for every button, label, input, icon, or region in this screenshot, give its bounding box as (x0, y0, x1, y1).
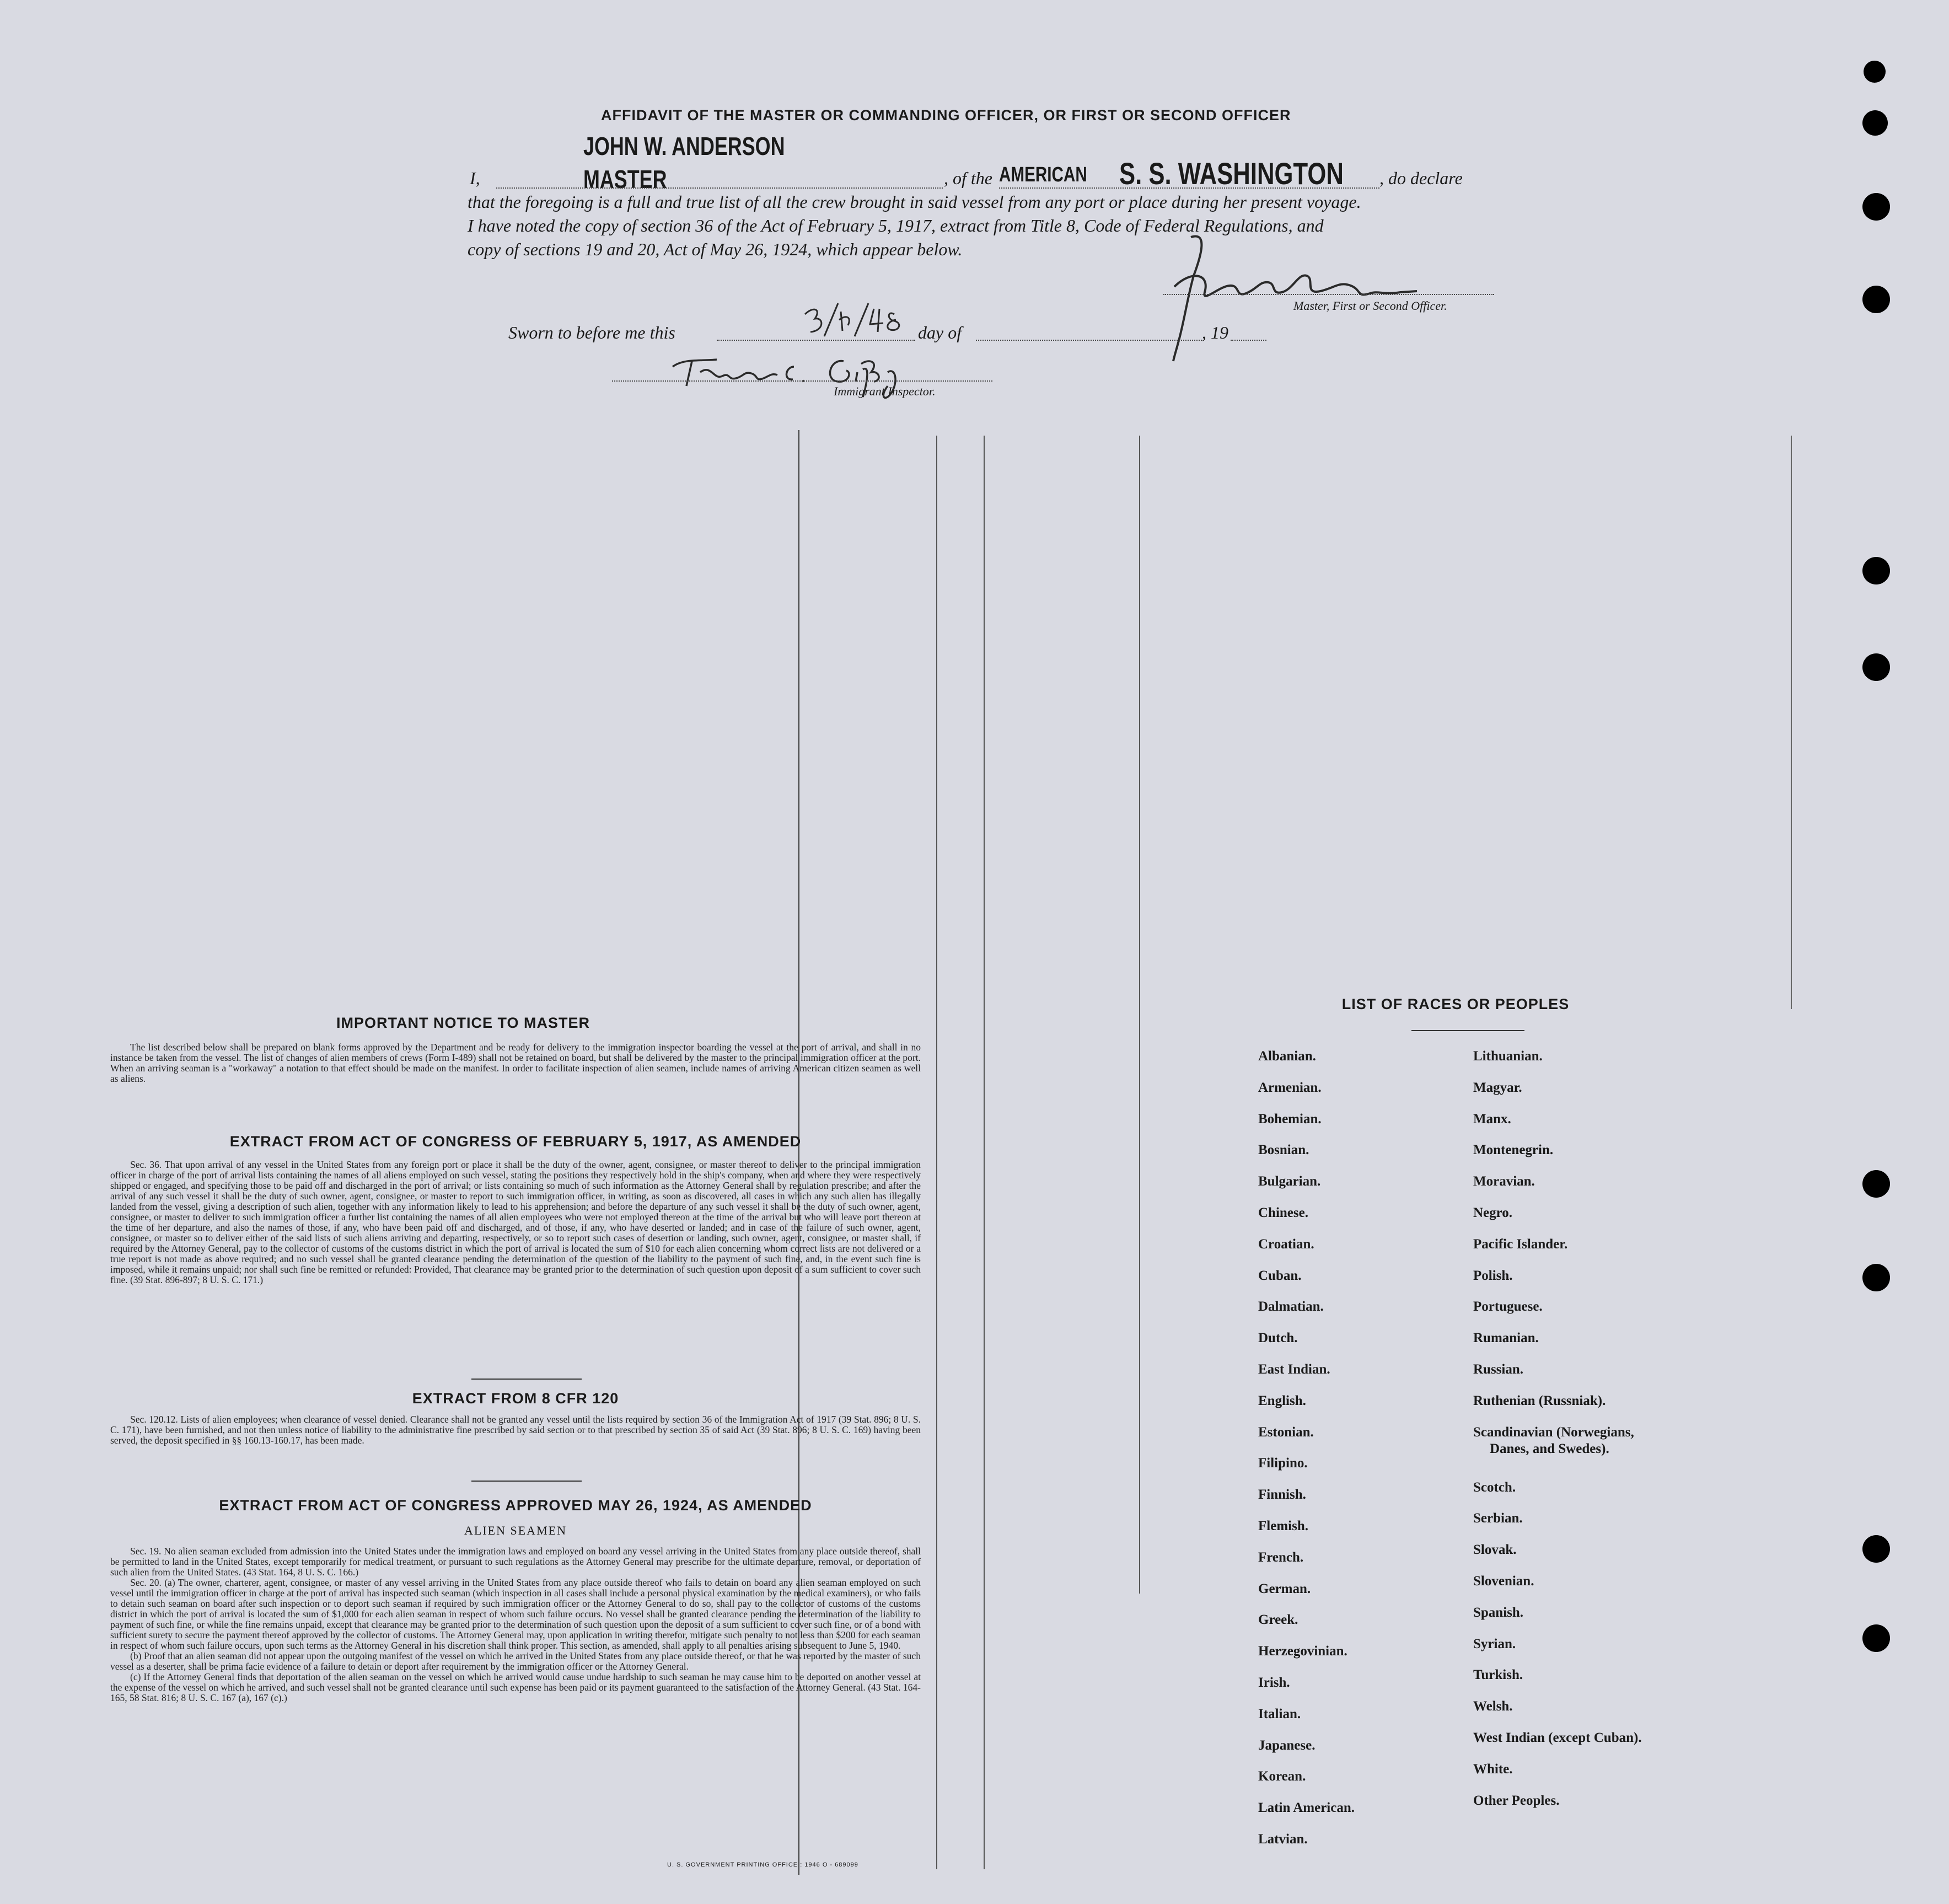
race-item: Japanese. (1258, 1737, 1316, 1753)
race-item: Herzegovinian. (1258, 1644, 1347, 1659)
race-item: Armenian. (1258, 1080, 1322, 1095)
punch-hole (1862, 1624, 1890, 1652)
race-item: East Indian. (1258, 1361, 1330, 1377)
extract-cfr-text (110, 1414, 921, 1446)
race-item: Russian. (1473, 1361, 1524, 1377)
race-item: Latvian. (1258, 1831, 1308, 1847)
divider-rule (471, 1379, 582, 1380)
race-item: Polish. (1473, 1268, 1513, 1283)
extract-1924-subtitle: ALIEN SEAMEN (464, 1524, 567, 1537)
divider-rule (471, 1481, 582, 1482)
punch-hole (1862, 193, 1890, 221)
extract-1924-text (110, 1546, 921, 1703)
punch-hole (1864, 61, 1886, 83)
race-item: Latin American. (1258, 1800, 1355, 1816)
notice-title: IMPORTANT NOTICE TO MASTER (336, 1015, 590, 1031)
race-item: Pacific Islander. (1473, 1236, 1568, 1252)
master-name: JOHN W. ANDERSON (583, 132, 785, 160)
printing-office-footer: U. S. GOVERNMENT PRINTING OFFICE : 1946 O - 689099 (667, 1862, 858, 1868)
race-item: Scotch. (1473, 1479, 1516, 1495)
race-item: Estonian. (1258, 1424, 1314, 1440)
race-item: Cuban. (1258, 1268, 1302, 1283)
races-column-2 (1473, 1049, 1642, 1824)
race-item: Flemish. (1258, 1518, 1308, 1533)
race-item: Spanish. (1473, 1605, 1524, 1620)
race-item: Lithuanian. (1473, 1049, 1543, 1064)
race-item: Slovenian. (1473, 1573, 1534, 1589)
race-item: Danes, and Swedes). (1490, 1441, 1609, 1456)
column-divider (936, 436, 937, 1869)
sworn-prefix: Sworn to before me this (508, 323, 675, 342)
master-signature (1158, 221, 1445, 364)
race-item: Italian. (1258, 1706, 1301, 1721)
vessel-dotted-line (999, 187, 1379, 189)
race-item: Ruthenian (Russniak). (1473, 1393, 1606, 1408)
master-signature-caption: Master, First or Second Officer. (1293, 299, 1447, 313)
affidavit-title: AFFIDAVIT OF THE MASTER OR COMMANDING OFFICER, OR FIRST OR SECOND OFFICER (601, 107, 1291, 124)
inspector-signature-line (612, 380, 992, 382)
races-title-rule (1411, 1030, 1524, 1031)
column-divider (1139, 436, 1140, 1594)
affidavit-line-2: that the foregoing is a full and true list of all the crew brought in said vessel from any port or place during her present voyage. (468, 192, 1361, 212)
name-dotted-line (496, 187, 943, 189)
race-item: Bosnian. (1258, 1143, 1309, 1158)
notice-paragraph: The list described below shall be prepared on blank forms approved by the Department and be ready for delivery to the immigration inspector boarding the vessel at the port of arrival, and shall in no instance be taken from the vessel. The list of changes of alien members of crews (Form I-489) shall not be retained on board, but shall be delivered by the master to the principal immigration officer at the port. When an arriving seaman is a "workaway" a notation to that effect should be made on the manifest. In order to facilitate inspection of alien seamen, include names of arriving American citizen seamen as well as aliens. (110, 1042, 921, 1084)
race-item: Syrian. (1473, 1636, 1516, 1651)
affidavit-line-3: I have noted the copy of section 36 of the Act of February 5, 1917, extract from Title 8, Code of Federal Regulations, and (468, 216, 1324, 235)
extract-1917-title: EXTRACT FROM ACT OF CONGRESS OF FEBRUARY 5, 1917, AS AMENDED (229, 1133, 802, 1150)
race-item: Rumanian. (1473, 1331, 1539, 1346)
race-item: Welsh. (1473, 1699, 1513, 1714)
extract-cfr-title: EXTRACT FROM 8 CFR 120 (412, 1390, 619, 1407)
race-item: English. (1258, 1393, 1306, 1408)
race-item: West Indian (except Cuban). (1473, 1730, 1642, 1745)
extract-1917-paragraph: Sec. 36. That upon arrival of any vessel in the United States from any foreign port or place it shall be the duty of the owner, agent, consignee, or master thereof to deliver to the principal immigration officer in charge of the port of arrival lists containing the names of all aliens employed on such vessel, stating the positions they respectively hold in the ship's company, when and where they were respectively shipped or engaged, and specifying those to be paid off and discharged in the port of arrival; or lists containing so much of such information as the Attorney General shall by regulation prescribe; and after the arrival of any such vessel it shall be the duty of such owner, agent, consignee, or master to report to such immigration officer, in writing, as soon as discovered, all cases in which any such alien has illegally landed from the vessel, giving a description of such alien, together with any information likely to lead to his apprehension; and before the departure of any such vessel it shall be the duty of such owner, agent, consignee, or master to deliver to such immigration officer a further list containing the names of all alien employees who were not employed thereon at the time of the arrival but who will leave port thereon at the time of her departure, and also the names of those, if any, who have been paid off and discharged, and of those, if any, who have deserted or landed; and in case of the failure of such owner, agent, consignee, or master so to deliver either of the said lists of such aliens arriving and departing, respectively, or so to report such cases of desertion or landing, such owner, agent, consignee, or master shall, if required by the Attorney General, pay to the collector of customs of the customs district in which the port of arrival is located the sum of $10 for each alien concerning whom correct lists are not delivered or a true report is not made as above required; and no such vessel shall be granted clearance pending the determination of the question of the liability to the payment of such fine, and, in the event such fine is imposed, while it remains unpaid; nor shall such fine be remitted or refunded: Provided, That clearance may be granted prior to the determination of such question upon deposit of a sum sufficient to cover such fine. (39 Stat. 896-897; 8 U. S. C. 171.) (110, 1159, 921, 1285)
vessel-name: S. S. WASHINGTON (1119, 156, 1344, 191)
race-item: Filipino. (1258, 1456, 1308, 1471)
race-item: Slovak. (1473, 1542, 1517, 1558)
race-item: Albanian. (1258, 1049, 1316, 1064)
affidavit-pronoun: I, (470, 168, 480, 188)
punch-hole (1862, 1535, 1890, 1563)
race-item: Chinese. (1258, 1205, 1308, 1220)
column-divider (984, 436, 985, 1869)
do-declare-label: , do declare (1379, 168, 1463, 188)
year-prefix: , 19 (1202, 323, 1228, 342)
race-item: Bohemian. (1258, 1111, 1322, 1127)
column-divider (1791, 436, 1792, 1009)
punch-hole (1862, 110, 1888, 136)
master-rank: MASTER (583, 165, 667, 194)
race-item: White. (1473, 1761, 1513, 1777)
race-item: Bulgarian. (1258, 1174, 1321, 1189)
race-item: Greek. (1258, 1612, 1298, 1628)
extract-1917-text (110, 1160, 921, 1285)
month-line (976, 340, 1202, 341)
inspector-caption: Immigrant Inspector. (834, 384, 936, 398)
punch-hole (1862, 286, 1890, 313)
race-item: Finnish. (1258, 1487, 1306, 1503)
race-item: Magyar. (1473, 1080, 1522, 1095)
race-item: Dalmatian. (1258, 1299, 1324, 1315)
master-signature-line (1163, 294, 1494, 295)
race-item: Portuguese. (1473, 1299, 1543, 1315)
punch-hole (1862, 1170, 1890, 1198)
race-item: Other Peoples. (1473, 1793, 1560, 1808)
affidavit-line-4: copy of sections 19 and 20, Act of May 26, 1924, which appear below. (468, 239, 963, 259)
extract-cfr-paragraph: Sec. 120.12. Lists of alien employees; when clearance of vessel denied. Clearance shall not be granted any vessel until the lists required by section 36 of the Immigration Act of 1917 (39 Stat. 896; 8 U. S. C. 171), have been furnished, and not then unless notice of liability to the administrative fine prescribed by said section or to that prescribed by section 35 of said Act (39 Stat. 896; 8 U. S. C. 169) having been served, the deposit specified in §§ 160.13-160.17, has been made. (110, 1414, 921, 1446)
vessel-nationality: AMERICAN (999, 163, 1087, 186)
race-item: Manx. (1473, 1111, 1511, 1127)
day-of-label: day of (918, 323, 962, 342)
race-item: Croatian. (1258, 1236, 1314, 1252)
race-item: Turkish. (1473, 1667, 1523, 1683)
races-title: LIST OF RACES OR PEOPLES (1341, 996, 1570, 1012)
race-item: Negro. (1473, 1205, 1513, 1220)
sworn-date-line (717, 340, 915, 341)
extract-1924-title: EXTRACT FROM ACT OF CONGRESS APPROVED MAY 26, 1924, AS AMENDED (219, 1497, 812, 1514)
punch-hole (1862, 1264, 1890, 1291)
extract-1924-paragraph: (b) Proof that an alien seaman did not appear upon the outgoing manifest of the vessel on which he arrived in the United States from any place outside thereof, or that he was reported by the master of such vessel as a deserter, shall be prima facie evidence of a failure to detain or deport after requirement by the immigration officer or the Attorney General. (110, 1650, 921, 1672)
race-item: Scandinavian (Norwegians, (1473, 1424, 1634, 1440)
race-item: Moravian. (1473, 1174, 1535, 1189)
year-line (1231, 340, 1266, 341)
race-item: Montenegrin. (1473, 1143, 1554, 1158)
race-item: Dutch. (1258, 1331, 1298, 1346)
race-item: Irish. (1258, 1675, 1290, 1690)
race-item: Korean. (1258, 1769, 1306, 1784)
extract-1924-paragraph: Sec. 20. (a) The owner, charterer, agent, consignee, or master of any vessel arriving in the United States from any place outside thereof who fails to detain on board any alien seaman employed on such vessel until the immigration officer in charge at the port of arrival has inspected such seaman (which inspection in all cases shall include a personal physical examination by the medical examiners), or who fails to detain such seaman on board after such inspection or to deport such seaman if required by such immigration officer or the Attorney General to do so, shall pay to the collector of customs of the customs district in which the port of arrival is located the sum of $1,000 for each alien seaman in respect of whom such failure occurs. No vessel shall be granted clearance pending the determination of the liability to payment of such fine, or while the fine remains unpaid, except that clearance may be granted prior to the determination of such question upon the deposit of a sum sufficient to cover such fine, or of a bond with sufficient surety to secure the payment thereof approved by the collector of customs. The Attorney General may, upon application in writing therefor, mitigate such penalty to not less than $200 for each seaman in respect of whom such failure occurs, upon such terms as the Attorney General in his discretion shall think proper. This section, as amended, shall apply to all penalties arising subsequent to June 5, 1940. (110, 1577, 921, 1651)
punch-hole (1862, 557, 1890, 584)
race-item: Serbian. (1473, 1511, 1523, 1526)
punch-hole (1862, 653, 1890, 681)
notice-text (110, 1042, 921, 1084)
race-item: French. (1258, 1549, 1304, 1565)
race-item: German. (1258, 1581, 1311, 1596)
extract-1924-paragraph: Sec. 19. No alien seaman excluded from admission into the United States under the immigration laws and employed on board any vessel arriving in the United States from any place outside thereof, shall be permitted to land in the United States, except temporarily for medical treatment, or pursuant to such regulations as the Attorney General may prescribe for the ultimate departure, removal, or deportation of such alien from the United States. (43 Stat. 164, 8 U. S. C. 166.) (110, 1546, 921, 1578)
sworn-date-handwriting (799, 298, 910, 342)
extract-1924-paragraph: (c) If the Attorney General finds that deportation of the alien seaman on the vessel on which he arrived would cause undue hardship to such seaman he may cause him to be deported on another vessel at the expense of the vessel on which he arrived, and such vessel shall not be granted clearance until such expense has been paid or its payment guaranteed to the satisfaction of the Attorney General. (43 Stat. 164-165, 58 Stat. 816; 8 U. S. C. 167 (a), 167 (c).) (110, 1671, 921, 1703)
races-column-1 (1258, 1049, 1355, 1863)
of-the-label: , of the (944, 168, 992, 188)
